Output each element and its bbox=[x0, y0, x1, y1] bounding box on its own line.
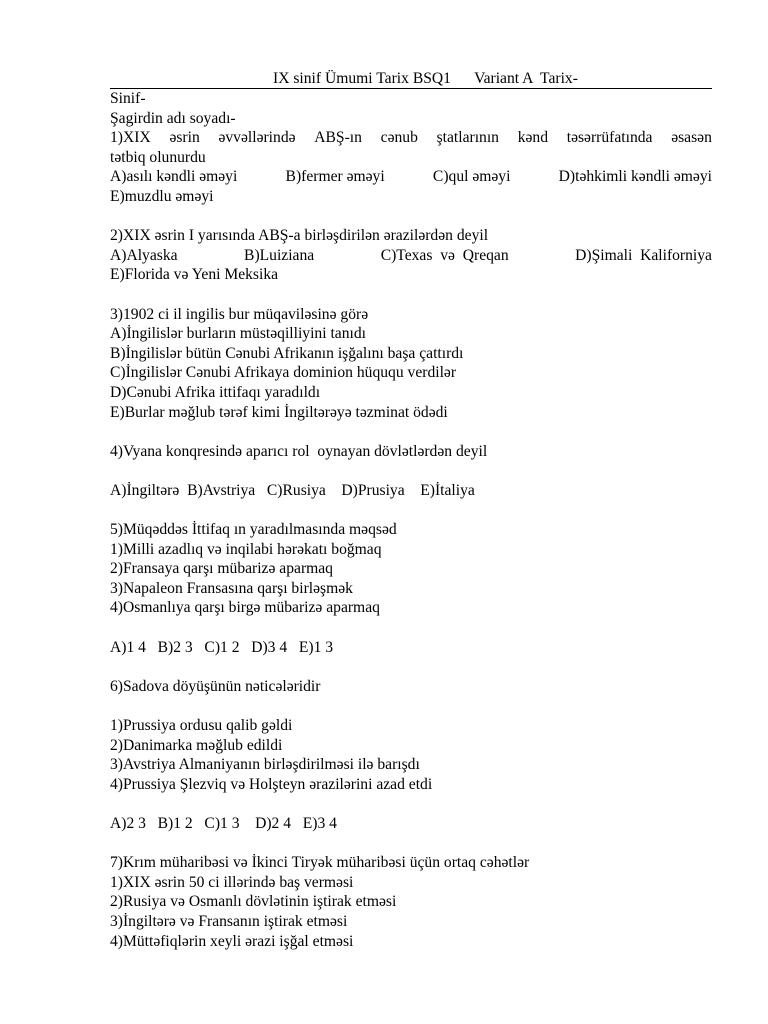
q1-option-a: A)asılı kəndli əməyi bbox=[110, 168, 238, 186]
header-variant: Variant A bbox=[474, 70, 533, 87]
q3-option-b: B)İngilislər bütün Cənubi Afrikanın işğalını başa çattırdı bbox=[110, 344, 464, 362]
question-5-options: A)1 4 B)2 3 C)1 2 D)3 4 E)1 3 bbox=[110, 638, 334, 656]
q7-statement-4: 4)Müttəfiqlərin xeyli ərazi işğal etməsi bbox=[110, 932, 354, 950]
q5-statement-3: 3)Napaleon Fransasına qarşı birləşmək bbox=[110, 579, 353, 597]
q1-option-d: D)təhkimli kəndli əməyi bbox=[558, 168, 712, 186]
question-6: 6)Sadova döyüşünün nəticələridir bbox=[110, 677, 321, 695]
question-2-options bbox=[110, 246, 712, 266]
question-2: 2)XIX əsrin I yarısında ABŞ-a birləşdirilən ərazilərdən deyil bbox=[110, 227, 489, 245]
question-1-line-1 bbox=[110, 128, 712, 148]
header-subject: Tarix- bbox=[540, 70, 578, 87]
q1-word: təsərrüfatında bbox=[566, 129, 653, 147]
q3-option-a: A)İngilislər burların müstəqilliyini tanıdı bbox=[110, 325, 366, 343]
q3-option-c: C)İngilislər Cənubi Afrikaya dominion hüququ verdilər bbox=[110, 364, 457, 382]
class-label: Sinif- bbox=[110, 90, 146, 107]
q1-word: 1)XIX bbox=[110, 129, 151, 147]
q7-statement-3: 3)İngiltərə və Fransanın iştirak etməsi bbox=[110, 912, 348, 930]
q1-word: əvvəllərində bbox=[218, 129, 296, 147]
q6-statement-2: 2)Danimarka məğlub edildi bbox=[110, 736, 283, 754]
q5-statement-2: 2)Fransaya qarşı mübarizə aparmaq bbox=[110, 560, 333, 578]
q1-option-b: B)fermer əməyi bbox=[285, 168, 385, 186]
q3-option-d: D)Cənubi Afrika ittifaqı yaradıldı bbox=[110, 383, 321, 401]
q1-option-e: E)muzdlu əməyi bbox=[110, 187, 214, 205]
question-4-options: A)İngiltərə B)Avstriya C)Rusiya D)Prusiya E)İtaliya bbox=[110, 481, 475, 499]
q1-option-c: C)qul əməyi bbox=[432, 168, 511, 186]
question-4: 4)Vyana konqresində aparıcı rol oynayan dövlətlərdən deyil bbox=[110, 442, 488, 460]
q5-statement-4: 4)Osmanlıya qarşı birgə mübarizə aparmaq bbox=[110, 599, 380, 617]
q7-statement-2: 2)Rusiya və Osmanlı dövlətinin iştirak etməsi bbox=[110, 893, 397, 911]
q2-option-b: B)Luiziana bbox=[244, 246, 315, 264]
question-1-line-2: tətbiq olunurdu bbox=[110, 148, 206, 166]
page-header bbox=[110, 69, 712, 89]
document-body bbox=[110, 69, 712, 951]
header-title: IX sinif Ümumi Tarix BSQ1 bbox=[273, 70, 451, 87]
question-3: 3)1902 ci il ingilis bur müqaviləsinə görə bbox=[110, 305, 369, 323]
q7-statement-1: 1)XIX əsrin 50 ci illərində baş verməsi bbox=[110, 873, 354, 891]
q6-statement-4: 4)Prussiya Şlezviq və Holşteyn ərazilərini azad etdi bbox=[110, 775, 433, 793]
student-name-label: Şagirdin adı soyadı- bbox=[110, 109, 236, 127]
q1-word: ştatlarının bbox=[436, 129, 499, 147]
q3-option-e: E)Burlar məğlub tərəf kimi İngiltərəyə təzminat ödədi bbox=[110, 403, 448, 421]
question-1-options bbox=[110, 167, 712, 187]
q6-statement-3: 3)Avstriya Almaniyanın birləşdirilməsi ilə barışdı bbox=[110, 756, 420, 774]
question-7: 7)Krım müharibəsi və İkinci Tiryək müharibəsi üçün ortaq cəhətlər bbox=[110, 854, 530, 872]
q1-word: əsrin bbox=[169, 129, 200, 147]
question-5: 5)Müqəddəs İttifaq ın yaradılmasında məqsəd bbox=[110, 521, 397, 539]
q5-statement-1: 1)Milli azadlıq və inqilabi hərəkatı boğmaq bbox=[110, 540, 382, 558]
q1-word: cənub bbox=[380, 129, 418, 147]
question-6-options: A)2 3 B)1 2 C)1 3 D)2 4 E)3 4 bbox=[110, 814, 337, 832]
q2-option-d: D)Şimali Kaliforniya bbox=[575, 246, 712, 264]
q6-statement-1: 1)Prussiya ordusu qalib gəldi bbox=[110, 717, 293, 734]
q1-word: əsasən bbox=[671, 129, 712, 147]
q2-option-e: E)Florida və Yeni Meksika bbox=[110, 266, 279, 284]
q2-option-a: A)Alyaska bbox=[110, 246, 178, 264]
q1-word: ABŞ-ın bbox=[314, 129, 362, 147]
q2-option-c: C)Texas və Qreqan bbox=[380, 246, 509, 264]
q1-word: kənd bbox=[517, 129, 549, 147]
